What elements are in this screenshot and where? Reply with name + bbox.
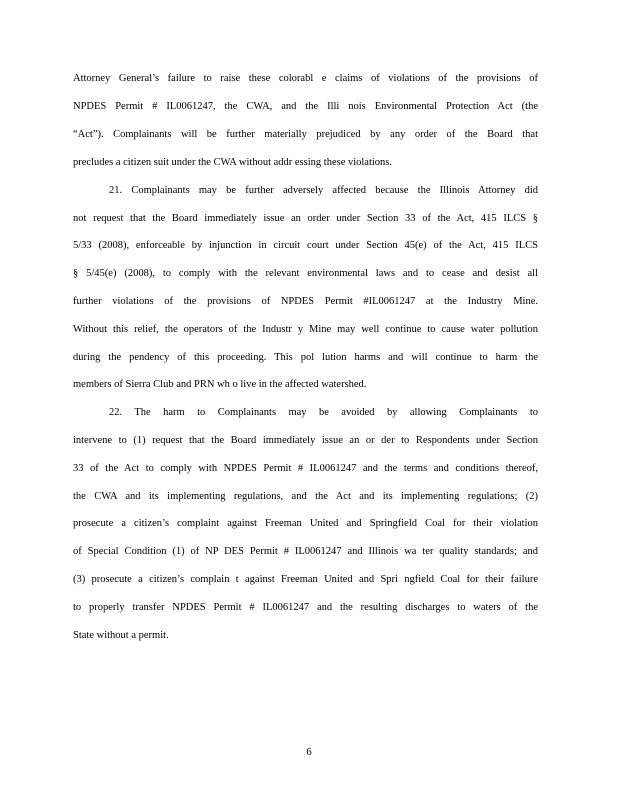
text-line-8: § 5/45(e) (2008), to comply with the relevant environmental laws and to cease and desist all: [73, 268, 538, 279]
text-line-18: of Special Condition (1) of NP DES Permit # IL0061247 and Illinois wa ter quality standards; and: [73, 546, 538, 557]
paragraph-22-line-1: 22. The harm to Complainants may be avoided by allowing Complainants to: [109, 407, 538, 418]
text-line-11: during the pendency of this proceeding. This pol lution harms and will continue to harm the: [73, 352, 538, 363]
text-line-9: further violations of the provisions of NPDES Permit #IL0061247 at the Industry Mine.: [73, 296, 538, 307]
text-line-7: 5/33 (2008), enforceable by injunction in circuit court under Section 45(e) of the Act, 415 ILCS: [73, 240, 538, 251]
text-line-2: NPDES Permit # IL0061247, the CWA, and the Illi nois Environmental Protection Act (the: [73, 101, 538, 112]
page-number: 6: [306, 747, 312, 758]
text-line-12: members of Sierra Club and PRN wh o live in the affected watershed.: [73, 379, 367, 390]
text-line-4: precludes a citizen suit under the CWA without addr essing these violations.: [73, 157, 393, 168]
text-line-20: to properly transfer NPDES Permit # IL0061247 and the resulting discharges to waters of the: [73, 602, 538, 613]
paragraph-21-line-1: 21. Complainants may be further adversely affected because the Illinois Attorney did: [109, 185, 538, 196]
text-line-10: Without this relief, the operators of the Industr y Mine may well continue to cause water pollution: [73, 324, 538, 335]
text-line-16: the CWA and its implementing regulations, and the Act and its implementing regulations; (2): [73, 491, 538, 502]
text-line-21: State without a permit.: [73, 630, 169, 641]
text-line-19: (3) prosecute a citizen’s complain t against Freeman United and Spri ngfield Coal for their failure: [73, 574, 538, 585]
text-line-1: Attorney General’s failure to raise these colorabl e claims of violations of the provisions of: [73, 73, 538, 84]
text-line-3: “Act”). Complainants will be further materially prejudiced by any order of the Board that: [73, 129, 538, 140]
text-line-15: 33 of the Act to comply with NPDES Permit # IL0061247 and the terms and conditions thereof,: [73, 463, 538, 474]
text-line-14: intervene to (1) request that the Board immediately issue an or der to Respondents under Section: [73, 435, 538, 446]
text-line-6: not request that the Board immediately issue an order under Section 33 of the Act, 415 ILCS §: [73, 213, 538, 224]
text-line-17: prosecute a citizen’s complaint against Freeman United and Springfield Coal for their violation: [73, 518, 538, 529]
